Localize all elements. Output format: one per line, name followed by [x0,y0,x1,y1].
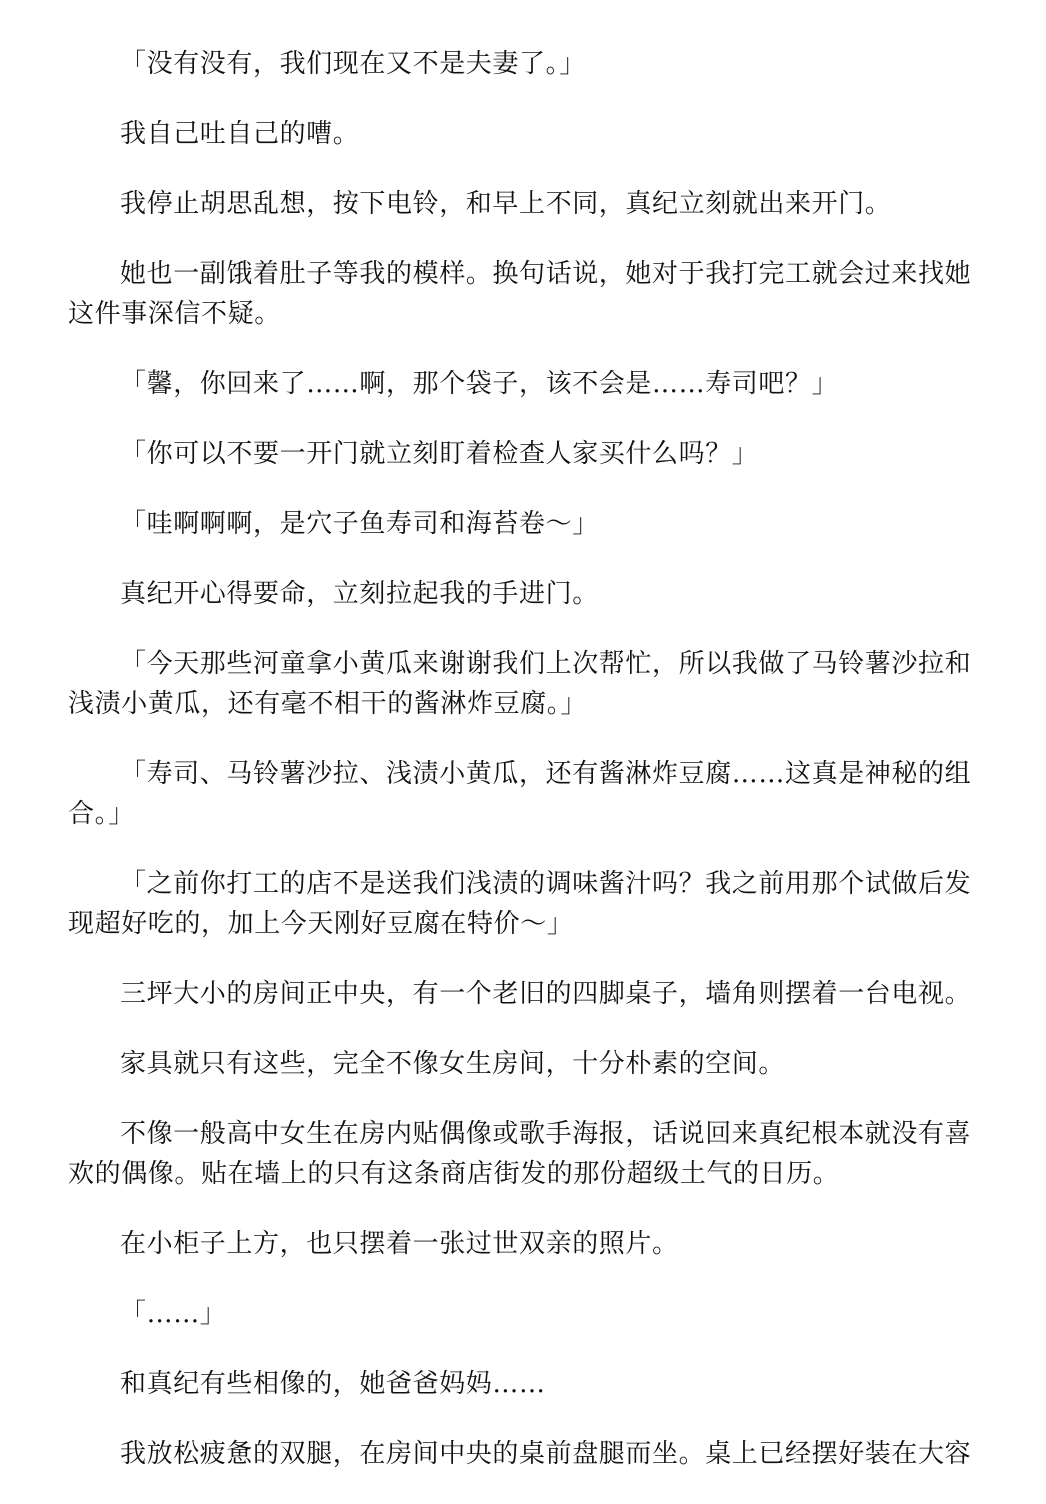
paragraph: 「之前你打工的店不是送我们浅渍的调味酱汁吗？我之前用那个试做后发现超好吃的，加上今天刚好豆腐在特价～」 [68,869,972,939]
paragraph: 「你可以不要一开门就立刻盯着检查人家买什么吗？」 [120,439,759,469]
paragraph: 「今天那些河童拿小黄瓜来谢谢我们上次帮忙，所以我做了马铃薯沙拉和浅渍小黄瓜，还有毫不相干的酱淋炸豆腐。」 [68,649,972,719]
paragraph: 「哇啊啊啊，是穴子鱼寿司和海苔卷～」 [120,509,599,539]
paragraph: 不像一般高中女生在房内贴偶像或歌手海报，话说回来真纪根本就没有喜欢的偶像。贴在墙上的只有这条商店街发的那份超级土气的日历。 [68,1119,972,1189]
paragraph: 我停止胡思乱想，按下电铃，和早上不同，真纪立刻就出来开门。 [120,189,892,219]
paragraph: 我放松疲惫的双腿，在房间中央的桌前盘腿而坐。桌上已经摆好装在大容 [120,1439,972,1469]
paragraph: 真纪开心得要命，立刻拉起我的手进门。 [120,579,599,609]
paragraph: 在小柜子上方，也只摆着一张过世双亲的照片。 [120,1229,679,1259]
paragraph: 我自己吐自己的嘈。 [120,119,360,149]
paragraph: 「没有没有，我们现在又不是夫妻了。」 [120,49,586,79]
paragraph: 家具就只有这些，完全不像女生房间，十分朴素的空间。 [120,1049,786,1079]
document-body [68,44,974,1504]
paragraph: 「馨，你回来了……啊，那个袋子，该不会是……寿司吧？」 [120,369,839,399]
paragraph: 三坪大小的房间正中央，有一个老旧的四脚桌子，墙角则摆着一台电视。 [120,979,972,1009]
paragraph: 和真纪有些相像的，她爸爸妈妈…… [120,1369,546,1399]
paragraph: 「……」 [120,1299,227,1329]
paragraph: 「寿司、马铃薯沙拉、浅渍小黄瓜，还有酱淋炸豆腐……这真是神秘的组合。」 [68,759,972,829]
paragraph: 她也一副饿着肚子等我的模样。换句话说，她对于我打完工就会过来找她这件事深信不疑。 [68,259,972,329]
